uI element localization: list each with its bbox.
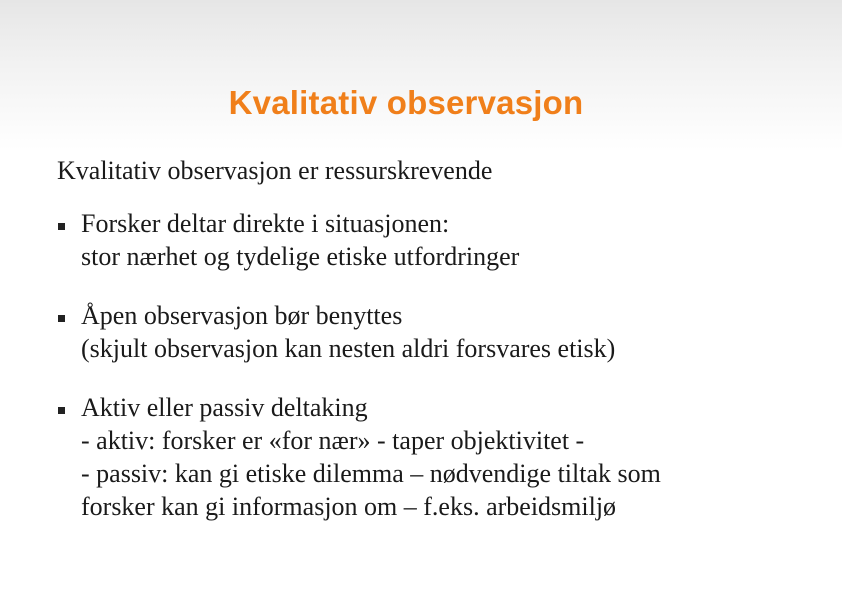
bullet-line: Aktiv eller passiv deltaking — [81, 393, 368, 422]
bullet-line: forsker kan gi informasjon om – f.eks. arbeidsmiljø — [81, 492, 617, 521]
bullet-line: stor nærhet og tydelige etiske utfordringer — [81, 242, 520, 271]
square-bullet-icon — [58, 407, 65, 414]
bullet-line: Forsker deltar direkte i situasjonen: — [81, 209, 450, 238]
bullet-item — [57, 299, 827, 365]
bullet-list — [57, 207, 827, 549]
square-bullet-icon — [58, 315, 65, 322]
bullet-line: Åpen observasjon bør benyttes — [81, 301, 403, 330]
bullet-line: (skjult observasjon kan nesten aldri forsvares etisk) — [81, 334, 616, 363]
square-bullet-icon — [58, 223, 65, 230]
bullet-item — [57, 207, 827, 273]
slide-title: Kvalitativ observasjon — [228, 84, 584, 121]
bullet-line: - aktiv: forsker er «for nær» - taper objektivitet - — [81, 426, 585, 455]
bullet-line: - passiv: kan gi etiske dilemma – nødvendige tiltak som — [81, 459, 661, 488]
intro-text: Kvalitativ observasjon er ressurskrevende — [57, 156, 493, 185]
bullet-item — [57, 391, 827, 523]
